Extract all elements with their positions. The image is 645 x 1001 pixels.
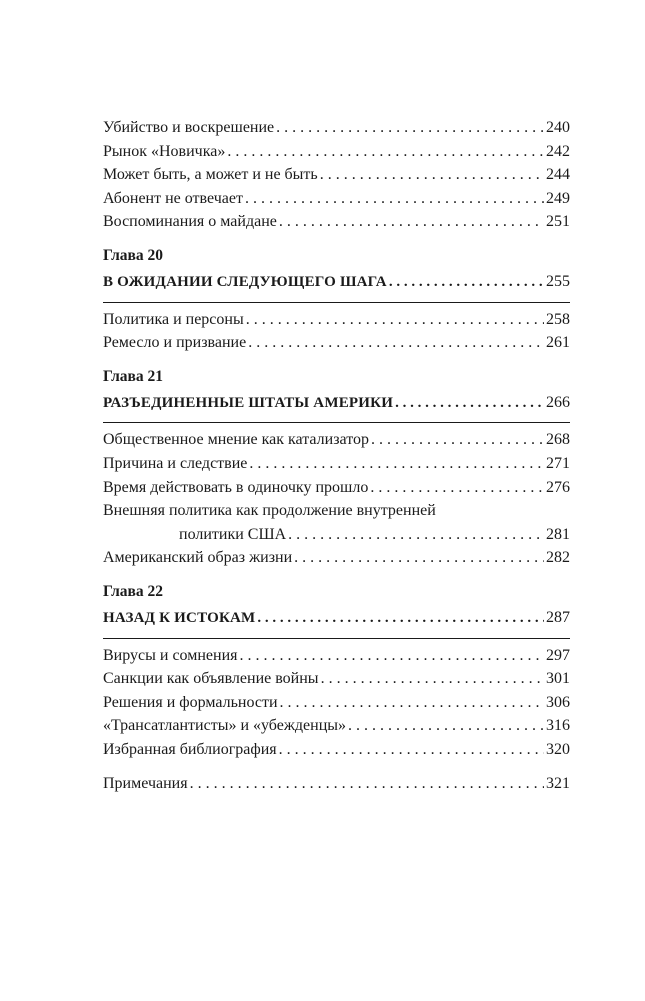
toc-entry xyxy=(103,738,570,762)
toc-entry-page: 282 xyxy=(546,549,570,567)
dot-leader xyxy=(227,140,544,164)
chapter-label: Глава 22 xyxy=(103,582,164,600)
dot-leader xyxy=(280,691,544,715)
toc-entry-title: Время действовать в одиночку прошло xyxy=(103,478,369,496)
chapter-label: Глава 20 xyxy=(103,246,164,264)
toc-entry-title: Воспоминания о майдане xyxy=(103,213,277,231)
toc-entry-page: 244 xyxy=(546,166,570,184)
table-of-contents xyxy=(103,116,570,796)
chapter-heading xyxy=(103,270,570,295)
toc-entry-page: 321 xyxy=(546,775,570,793)
toc-entry-title: Решения и формальности xyxy=(103,693,278,711)
toc-entry-title: Американский образ жизни xyxy=(103,549,293,567)
toc-entry xyxy=(103,116,570,140)
dot-leader xyxy=(279,738,544,762)
chapter-divider xyxy=(103,302,570,303)
dot-leader xyxy=(371,428,544,452)
toc-entry-page: 258 xyxy=(546,310,570,328)
dot-leader xyxy=(257,607,544,631)
toc-entry xyxy=(103,428,570,452)
dot-leader xyxy=(246,308,544,332)
toc-entry xyxy=(103,140,570,164)
toc-entry-page: 261 xyxy=(546,334,570,352)
toc-entry-page: 297 xyxy=(546,646,570,664)
chapter-heading-title: НАЗАД К ИСТОКАМ xyxy=(103,609,256,626)
toc-entry-title-line1: Внешняя политика как продолжение внутренней xyxy=(103,502,436,520)
dot-leader xyxy=(321,667,544,691)
dot-leader xyxy=(240,644,544,668)
toc-entry-title: Убийство и воскрешение xyxy=(103,119,275,136)
dot-leader xyxy=(276,116,544,140)
toc-entry xyxy=(103,546,570,570)
toc-entry xyxy=(103,308,570,332)
chapter-heading-title: РАЗЪЕДИНЕННЫЕ ШТАТЫ АМЕРИКИ xyxy=(103,394,394,411)
dot-leader xyxy=(395,392,544,416)
toc-entry-notes xyxy=(103,772,570,796)
toc-entry-title: «Трансатлантисты» и «убежденцы» xyxy=(103,717,347,735)
toc-entry xyxy=(103,187,570,211)
dot-leader xyxy=(288,523,544,547)
toc-entry-title: Абонент не отвечает xyxy=(103,189,243,207)
chapter-label: Глава 21 xyxy=(103,367,164,385)
dot-leader xyxy=(190,772,544,796)
toc-entry-page: 276 xyxy=(546,478,570,496)
dot-leader xyxy=(370,476,544,500)
chapter-divider xyxy=(103,638,570,639)
toc-entry-page: 301 xyxy=(546,670,570,688)
toc-entry xyxy=(103,163,570,187)
chapter-heading-title: В ОЖИДАНИИ СЛЕДУЮЩЕГО ШАГА xyxy=(103,273,387,290)
toc-entry-page: 306 xyxy=(546,693,570,711)
toc-entry-title-line2: политики США xyxy=(179,525,287,543)
toc-entry-title: Санкции как объявление войны xyxy=(103,670,319,688)
toc-entry-page: 316 xyxy=(546,717,570,735)
dot-leader xyxy=(279,210,544,234)
toc-entry xyxy=(103,667,570,691)
toc-entry xyxy=(103,476,570,500)
toc-entry-title: Общественное мнение как катализатор xyxy=(103,431,369,449)
toc-entry-page: 268 xyxy=(546,431,570,449)
toc-entry-title: Примечания xyxy=(103,775,188,793)
toc-entry-title: Может быть, а может и не быть xyxy=(103,166,318,184)
toc-entry xyxy=(103,714,570,738)
toc-entry xyxy=(103,452,570,476)
toc-entry xyxy=(103,210,570,234)
toc-entry-second-line xyxy=(103,523,570,547)
toc-entry-page: 320 xyxy=(546,740,570,758)
toc-entry-title: Политика и персоны xyxy=(103,310,244,328)
toc-entry-page: 249 xyxy=(546,189,570,207)
toc-entry-page: 251 xyxy=(546,213,570,231)
chapter-heading xyxy=(103,606,570,631)
dot-leader xyxy=(348,714,544,738)
chapter-heading-page: 255 xyxy=(546,272,570,290)
chapter-heading xyxy=(103,391,570,416)
toc-entry-page: 240 xyxy=(546,119,570,136)
dot-leader xyxy=(294,546,544,570)
toc-entry-multiline xyxy=(103,499,570,546)
dot-leader xyxy=(249,452,544,476)
chapter-heading-page: 287 xyxy=(546,608,570,626)
toc-entry-title: Ремесло и призвание xyxy=(103,334,247,352)
toc-entry-title: Избранная библиография xyxy=(103,740,277,758)
toc-entry-page: 281 xyxy=(546,525,570,543)
dot-leader xyxy=(248,331,544,355)
dot-leader xyxy=(320,163,544,187)
dot-leader xyxy=(245,187,544,211)
toc-entry-page: 242 xyxy=(546,142,570,160)
toc-entry xyxy=(103,691,570,715)
chapter-divider xyxy=(103,422,570,423)
toc-entry xyxy=(103,331,570,355)
toc-entry-title: Вирусы и сомнения xyxy=(103,646,238,664)
dot-leader xyxy=(389,271,544,295)
toc-entry-title: Причина и следствие xyxy=(103,454,248,472)
toc-entry-page: 271 xyxy=(546,454,570,472)
chapter-heading-page: 266 xyxy=(546,393,570,411)
toc-entry xyxy=(103,644,570,668)
toc-entry-title: Рынок «Новичка» xyxy=(103,142,226,160)
